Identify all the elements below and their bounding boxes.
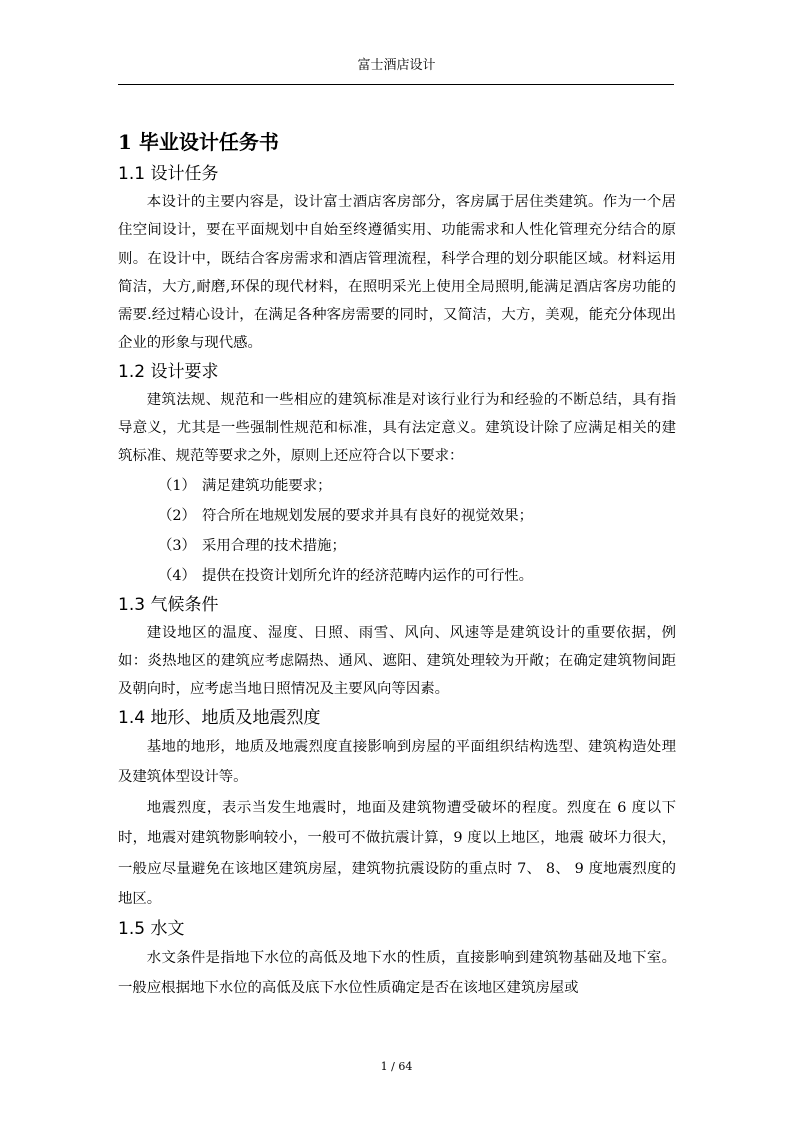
list-item-text: 采用合理的技术措施； — [202, 537, 346, 554]
running-header-title: 富士酒店设计 — [357, 58, 436, 73]
list-item-text: 提供在投资计划所允许的经济范畴内运作的可行性。 — [202, 567, 533, 584]
list-item-number: （2） — [158, 507, 196, 524]
section-1-4-paragraph-2: 地震烈度，表示当发生地震时，地面及建筑物遭受破坏的程度。烈度在 6 度以下时，地震对建筑物影响较小，一般可不做抗震计算，9 度以上地区，地震 破坏力很大，一般应尽量避免在该地区建筑房屋，建筑物抗震设防的重点时 7、 8、 9 度地震烈度的地区。 — [118, 799, 676, 908]
list-item — [118, 531, 676, 561]
header-rule — [118, 84, 674, 85]
section-heading-1-3: 1.3 气候条件 — [118, 594, 219, 615]
list-item — [118, 561, 676, 591]
list-item-text: 符合所在地规划发展的要求并具有良好的视觉效果； — [202, 507, 533, 524]
list-item-number: （3） — [158, 537, 196, 554]
section-1-1-paragraph: 本设计的主要内容是，设计富士酒店客房部分，客房属于居住类建筑。作为一个居住空间设计，要在平面规划中自始至终遵循实用、功能需求和人性化管理充分结合的原则。在设计中，既结合客房需求和酒店管理流程，科学合理的划分职能区域。材料运用简洁，大方,耐磨,环保的现代材料，在照明采光上使用全局照明,能满足酒店客房功能的需要.经过精心设计，在满足各种客房需要的同时，又简洁，大方，美观，能充分体现出企业的形象与现代感。 — [118, 194, 676, 352]
section-1-2-paragraph: 建筑法规、规范和一些相应的建筑标准是对该行业行为和经验的不断总结，具有指导意义，尤其是一些强制性规范和标准，具有法定意义。建筑设计除了应满足相关的建筑标准、规范等要求之外，原则上还应符合以下要求： — [118, 391, 676, 465]
chapter-title: 1 毕业设计任务书 — [118, 130, 279, 154]
list-item-text: 满足建筑功能要求； — [202, 477, 332, 494]
list-item — [118, 501, 676, 531]
list-item-number: （1） — [158, 477, 196, 494]
list-item-number: （4） — [158, 567, 196, 584]
section-heading-1-4: 1.4 地形、地质及地震烈度 — [118, 707, 321, 728]
section-1-4-paragraph-1: 基地的地形，地质及地震烈度直接影响到房屋的平面组织结构选型、建筑构造处理及建筑体型设计等。 — [118, 738, 676, 786]
section-1-5-paragraph: 水文条件是指地下水位的高低及地下水的性质，直接影响到建筑物基础及地下室。一般应根据地下水位的高低及底下水位性质确定是否在该地区建筑房屋或 — [118, 949, 676, 997]
section-heading-1-5: 1.5 水文 — [118, 918, 185, 939]
page-body — [118, 124, 676, 1004]
page-number: 1 / 64 — [380, 1060, 413, 1073]
section-heading-1-1: 1.1 设计任务 — [118, 164, 219, 184]
section-1-3-paragraph: 建设地区的温度、湿度、日照、雨雪、风向、风速等是建筑设计的重要依据，例如：炎热地区的建筑应考虑隔热、通风、遮阳、建筑处理较为开敞；在确定建筑物间距及朝向时，应考虑当地日照情况及主要风向等因素。 — [118, 624, 676, 698]
list-item — [118, 471, 676, 501]
section-heading-1-2: 1.2 设计要求 — [118, 361, 219, 382]
